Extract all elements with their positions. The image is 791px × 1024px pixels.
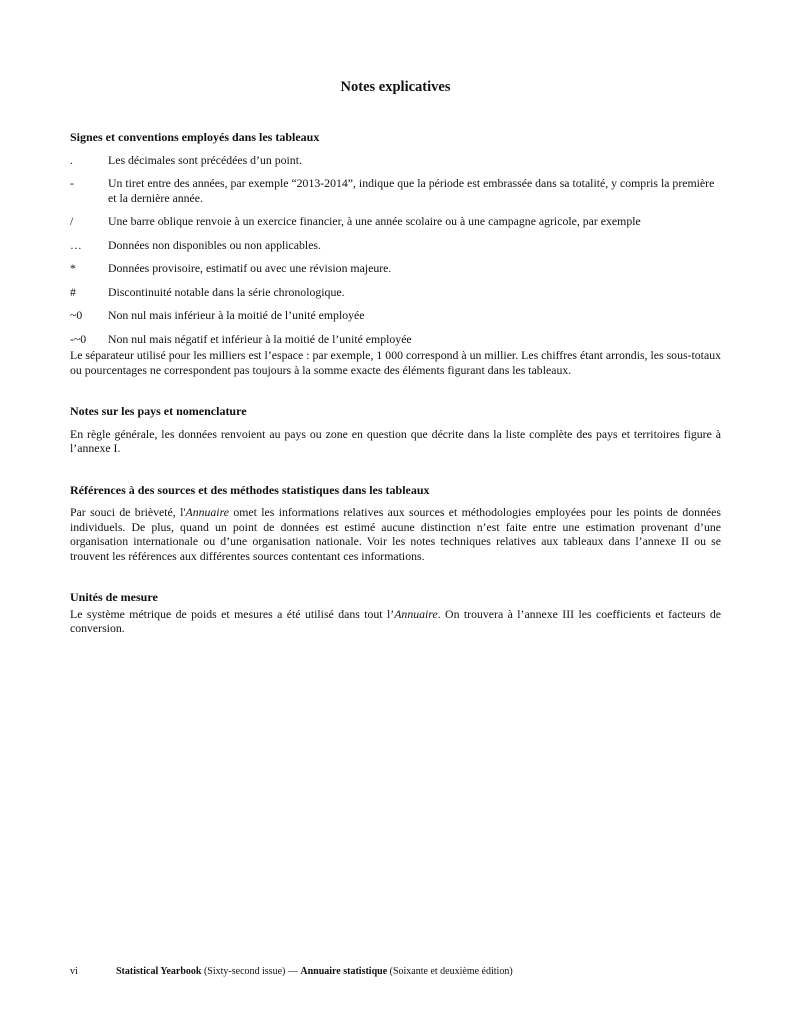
symbol-description: Un tiret entre des années, par exemple “2013-2014”, indique que la période est embrassée dans sa totalité, y compris la première et la dernière année. — [108, 176, 715, 205]
page-title: Notes explicatives — [340, 79, 451, 95]
symbol-row — [70, 214, 721, 229]
signs-section — [70, 130, 721, 377]
countries-section — [70, 404, 721, 456]
signs-heading: Signes et conventions employés dans les tableaux — [70, 130, 320, 144]
footer-title-fr: Annuaire statistique — [300, 966, 388, 977]
symbol: * — [70, 261, 76, 275]
symbol-row — [70, 261, 721, 276]
symbol-row — [70, 176, 721, 205]
page-number: vi — [70, 966, 78, 977]
symbol: ~0 — [70, 308, 83, 322]
symbol-description: Non nul mais inférieur à la moitié de l’unité employée — [108, 308, 365, 322]
countries-text: En règle générale, les données renvoient au pays ou zone en question que décrite dans la liste complète des pays et territoires figure à l’annexe I. — [70, 426, 721, 455]
countries-heading: Notes sur les pays et nomenclature — [70, 404, 247, 418]
symbol-row — [70, 308, 721, 323]
symbol-description: Une barre oblique renvoie à un exercice financier, à une année scolaire ou à une campagne agricole, par exemple — [108, 214, 641, 228]
symbol-list — [70, 153, 721, 347]
symbol: … — [70, 237, 82, 252]
footer-edition-en: (Sixty-second issue) — — [201, 966, 301, 977]
units-section — [70, 590, 721, 636]
footer-edition-fr: (Soixante et deuxième édition) — [387, 966, 513, 977]
symbol-row — [70, 285, 721, 300]
page-footer — [70, 966, 730, 977]
symbol-description: Non nul mais négatif et inférieur à la moitié de l’unité employée — [108, 331, 412, 346]
content — [70, 130, 721, 663]
symbol-row — [70, 238, 721, 253]
separator-note: Le séparateur utilisé pour les milliers est l’espace : par exemple, 1 000 correspond à un millier. Les chiffres étant arrondis, les sous-totaux ou pourcentages ne correspondent pas toujours à la somme exacte des éléments figurant dans les tableaux. — [70, 348, 721, 377]
symbol: / — [70, 214, 74, 228]
symbol-description: Données provisoire, estimatif ou avec une révision majeure. — [108, 261, 392, 275]
references-heading: Références à des sources et des méthodes statistiques dans les tableaux — [70, 482, 430, 497]
units-heading: Unités de mesure — [70, 590, 158, 604]
symbol-row — [70, 332, 721, 347]
footer-title-en: Statistical Yearbook — [116, 966, 202, 977]
symbol-description: Discontinuité notable dans la série chronologique. — [108, 284, 345, 299]
symbol-description: Les décimales sont précédées d’un point. — [108, 152, 302, 167]
symbol-row — [70, 153, 721, 168]
symbol: # — [70, 284, 76, 299]
symbol: -~0 — [70, 331, 87, 346]
units-text: Le système métrique de poids et mesures a été utilisé dans tout l’Annuaire. On trouvera à l’annexe III les coefficients et facteurs de conversion. — [70, 606, 722, 635]
symbol: . — [70, 152, 73, 167]
symbol-description: Données non disponibles ou non applicables. — [108, 237, 321, 252]
references-section — [70, 483, 721, 564]
symbol: - — [70, 176, 74, 190]
references-text: Par souci de brièveté, l'Annuaire omet les informations relatives aux sources et méthodologies employées pour les points de données individuels. De plus, quand un point de données est estimé aucune distinction n’est faite entre une estimation provenant d’une organisation internationale ou d’une organisation nationale. Voir les notes techniques relatives aux tableaux dans l’annexe II ou se trouvent les références aux différentes sources contentant ces informations. — [70, 505, 721, 563]
